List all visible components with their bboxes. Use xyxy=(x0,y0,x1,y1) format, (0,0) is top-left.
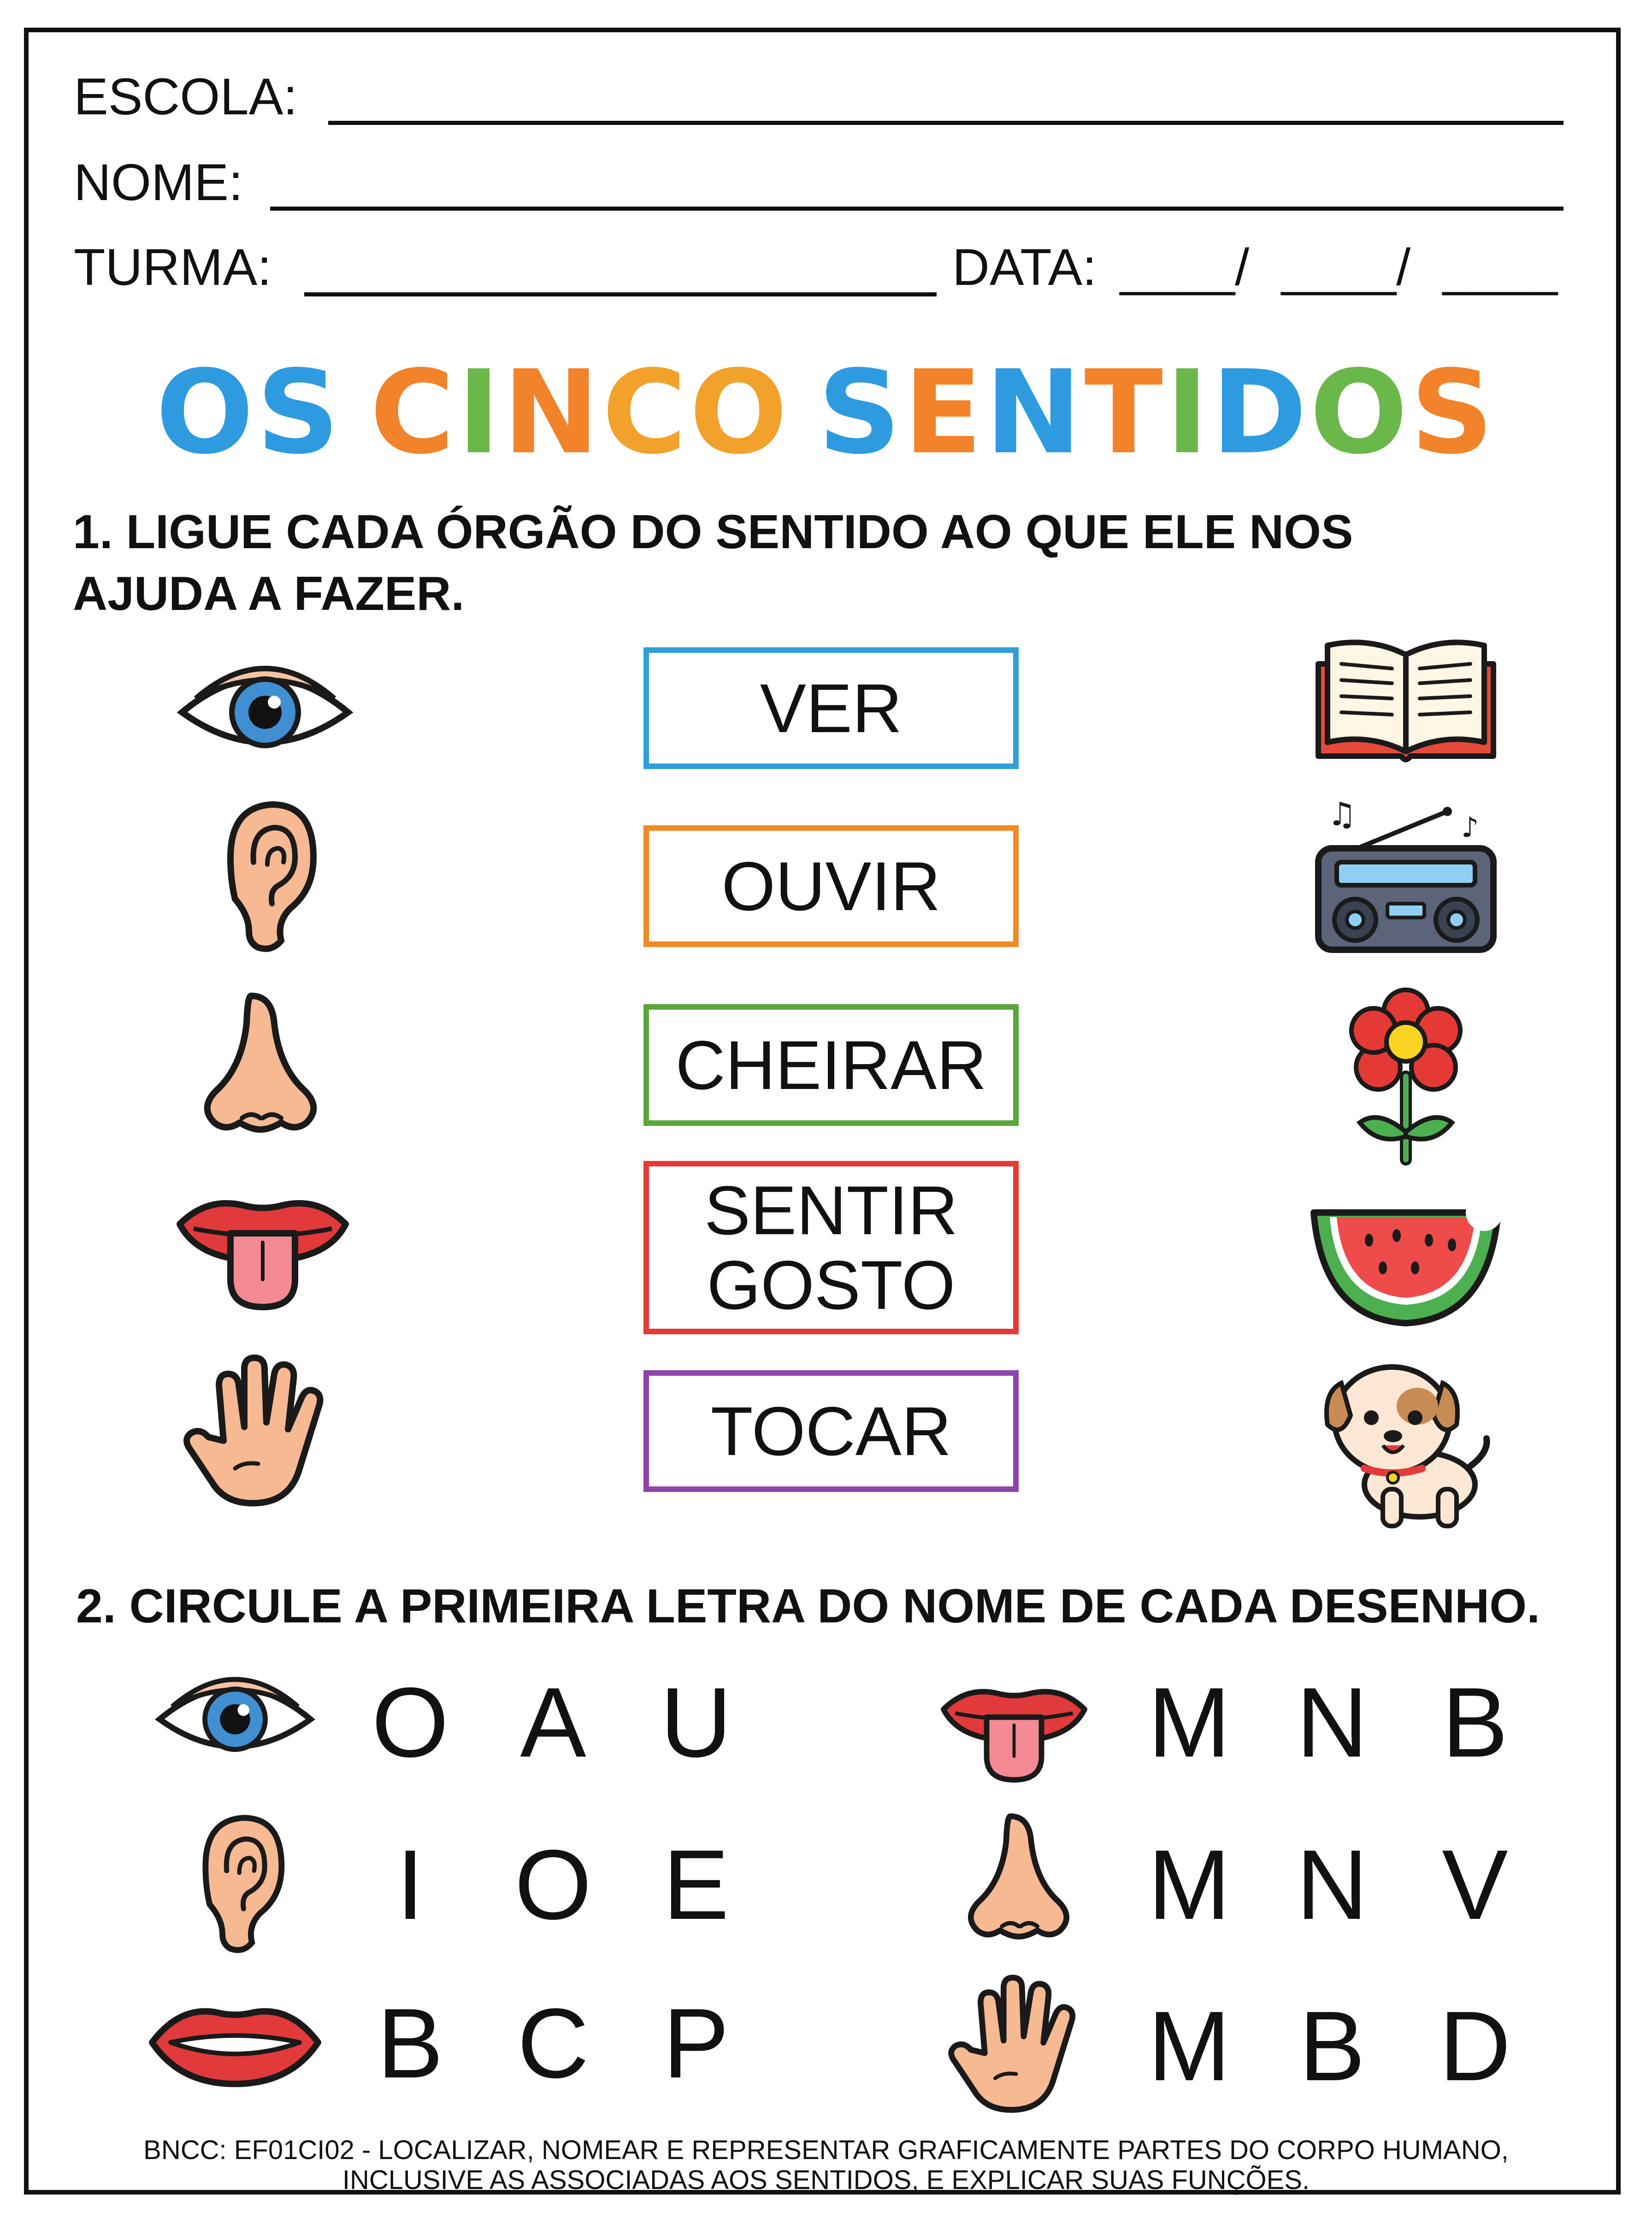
data-label: DATA: xyxy=(952,238,1097,296)
question-1-line-2: AJUDA A FAZER. xyxy=(73,567,465,621)
title-letter: O xyxy=(1310,345,1410,479)
nose-icon xyxy=(191,987,330,1139)
turma-label: TURMA: xyxy=(74,238,272,296)
letter-option[interactable]: M xyxy=(1148,1829,1231,1940)
mouth-icon xyxy=(143,1987,327,2098)
radio-icon xyxy=(1309,793,1503,959)
sense-label: VER xyxy=(760,669,903,747)
footer-line-2: INCLUSIVE AS ASSOCIADAS AOS SENTIDOS, E EXPLICAR SUAS FUNÇÕES. xyxy=(342,2165,1310,2195)
title-letter: C xyxy=(370,345,457,479)
escola-label: ESCOLA: xyxy=(74,68,298,125)
sense-box-tocar[interactable] xyxy=(643,1370,1019,1492)
tongue-icon xyxy=(936,1669,1092,1789)
letter-option[interactable]: O xyxy=(514,1829,592,1940)
letter-option[interactable]: C xyxy=(517,1988,589,2099)
turma-field[interactable] xyxy=(304,292,937,296)
ear-icon xyxy=(180,1807,290,1959)
letter-option[interactable]: E xyxy=(663,1829,729,1940)
title-letter: C xyxy=(602,345,690,479)
eye-icon xyxy=(143,1660,327,1770)
sense-box-sentir-gosto[interactable] xyxy=(643,1161,1019,1334)
title-letter: N xyxy=(985,345,1085,479)
title-letter: I xyxy=(1165,345,1211,479)
letter-option[interactable]: M xyxy=(1148,1990,1231,2101)
open-book-icon xyxy=(1309,632,1503,770)
page-title xyxy=(0,345,1652,479)
date-year-field[interactable]: ____ xyxy=(1443,238,1558,296)
escola-field[interactable] xyxy=(328,121,1564,125)
nose-icon xyxy=(956,1807,1081,1946)
title-letter: T xyxy=(1084,345,1166,479)
watermelon-icon xyxy=(1304,1194,1507,1332)
title-letter: O xyxy=(155,345,257,479)
puppy-icon xyxy=(1314,1346,1498,1531)
eye-icon xyxy=(164,648,366,768)
date-day-field[interactable]: ____/ xyxy=(1120,238,1250,296)
letter-option[interactable]: B xyxy=(1442,1667,1508,1778)
title-letter: S xyxy=(1410,345,1497,479)
letter-option[interactable]: A xyxy=(520,1667,586,1778)
sense-label: CHEIRAR xyxy=(675,1026,987,1104)
letter-option[interactable]: N xyxy=(1296,1829,1368,1940)
letter-option[interactable]: I xyxy=(396,1829,424,1940)
bncc-footer xyxy=(0,2136,1652,2195)
nome-field[interactable] xyxy=(270,207,1564,211)
title-letter: S xyxy=(818,345,904,479)
sense-box-ver[interactable] xyxy=(643,647,1019,769)
question-2-text: 2. CIRCULE A PRIMEIRA LETRA DO NOME DE CADA DESENHO. xyxy=(76,1580,1540,1633)
ear-icon xyxy=(203,793,323,959)
letter-option[interactable]: B xyxy=(377,1988,443,2099)
sense-box-cheirar[interactable] xyxy=(643,1004,1019,1126)
title-space xyxy=(790,355,818,470)
letter-option[interactable]: N xyxy=(1296,1667,1368,1778)
title-letter: N xyxy=(503,345,602,479)
letter-option[interactable]: D xyxy=(1439,1990,1511,2101)
title-space xyxy=(342,355,370,470)
title-letter: S xyxy=(256,345,342,479)
date-month-field[interactable]: ____/ xyxy=(1281,238,1411,296)
sense-label: TOCAR xyxy=(710,1392,952,1470)
letter-option[interactable]: P xyxy=(663,1988,729,2099)
flower-icon xyxy=(1337,984,1475,1169)
title-letter: E xyxy=(903,345,985,479)
sense-label-line-2: GOSTO xyxy=(707,1246,956,1324)
letter-option[interactable]: M xyxy=(1148,1667,1231,1778)
footer-line-1: BNCC: EF01CI02 - LOCALIZAR, NOMEAR E REPRESENTAR GRAFICAMENTE PARTES DO CORPO HUMANO, xyxy=(143,2135,1509,2165)
hand-icon xyxy=(180,1349,332,1515)
title-letter: I xyxy=(457,345,503,479)
question-1-line-1: 1. LIGUE CADA ÓRGÃO DO SENTIDO AO QUE ELE NOS xyxy=(73,505,1353,559)
title-letter: O xyxy=(689,345,791,479)
hand-icon xyxy=(945,1969,1083,2121)
nome-label: NOME: xyxy=(74,154,243,211)
letter-option[interactable]: O xyxy=(372,1667,449,1778)
sense-label: OUVIR xyxy=(721,847,941,925)
tongue-icon xyxy=(171,1178,355,1316)
sense-label-line-1: SENTIR xyxy=(704,1172,958,1249)
title-letter: D xyxy=(1211,345,1310,479)
letter-option[interactable]: V xyxy=(1442,1829,1508,1940)
letter-option[interactable]: B xyxy=(1299,1990,1365,2101)
sense-box-ouvir[interactable] xyxy=(643,825,1019,947)
letter-option[interactable]: U xyxy=(660,1667,732,1778)
